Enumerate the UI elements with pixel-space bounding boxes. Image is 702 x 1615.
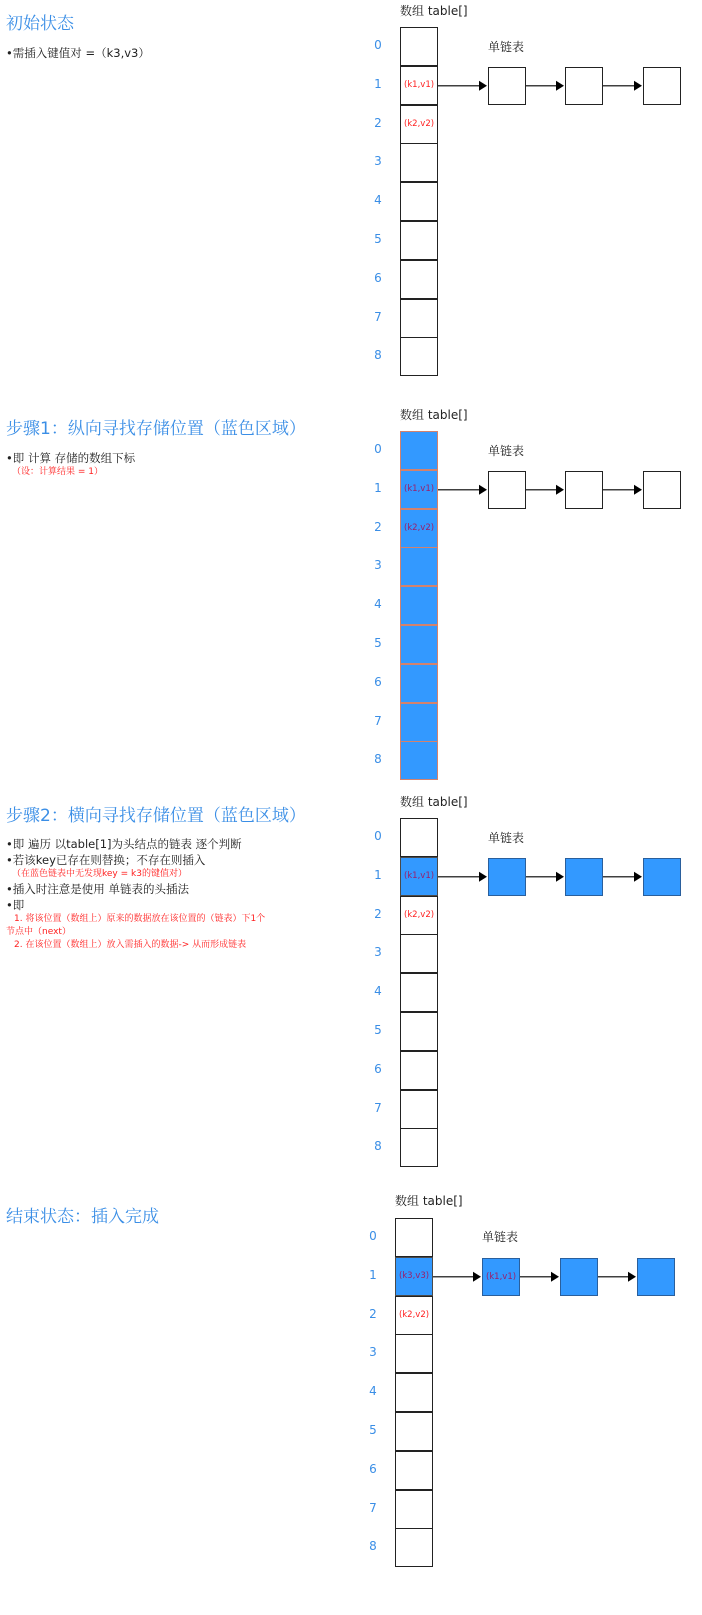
arrow-head-icon: [479, 81, 487, 91]
panel-2: [0, 791, 702, 1191]
index-label: 5: [374, 636, 382, 650]
index-label: 7: [374, 1100, 382, 1115]
bullet-item: • 即 计算 存储的数组下标: [6, 450, 135, 466]
note-text: （在蓝色链表中无发现key = k3的键值对）: [12, 869, 187, 879]
index-label: 2: [369, 1306, 377, 1321]
arrow-head-icon: [628, 1272, 636, 1282]
index-label: 7: [374, 309, 382, 324]
arrow-head-icon: [479, 485, 487, 495]
index-label: 3: [374, 154, 382, 169]
index-label: 8: [369, 1539, 377, 1554]
index-label: 4: [374, 984, 382, 999]
cell-value: (k2,v2): [403, 523, 435, 534]
panel-3: [0, 1190, 702, 1590]
cell-value: (k1,v1): [403, 871, 435, 882]
arrow-head-icon: [551, 1272, 559, 1282]
index-label: 2: [374, 906, 382, 921]
index-label: 5: [374, 1023, 382, 1037]
array-label: 数组 table[]: [395, 1194, 463, 1208]
index-label: 0: [369, 1229, 377, 1243]
panel-title: 结束状态：插入完成: [6, 1207, 159, 1227]
index-label: 0: [374, 38, 382, 52]
arrow-head-icon: [479, 872, 487, 882]
index-label: 4: [369, 1384, 377, 1399]
index-label: 1: [374, 480, 382, 495]
index-label: 7: [374, 713, 382, 728]
index-label: 1: [369, 1267, 377, 1282]
index-label: 8: [374, 752, 382, 767]
pointer-arrows: [0, 404, 702, 804]
arrow-head-icon: [634, 81, 642, 91]
cell-value: (k2,v2): [398, 1310, 430, 1321]
panel-title: 初始状态: [6, 14, 74, 34]
index-label: 0: [374, 442, 382, 456]
index-label: 1: [374, 867, 382, 882]
bullet-item: • 插入时注意是使用 单链表的头插法: [6, 881, 265, 897]
panel-1: [0, 404, 702, 804]
index-label: 2: [374, 519, 382, 534]
index-label: 3: [369, 1345, 377, 1360]
arrow-head-icon: [473, 1272, 481, 1282]
index-label: 8: [374, 348, 382, 363]
node-value: (k1,v1): [485, 1271, 517, 1282]
cell-value: (k1,v1): [403, 484, 435, 495]
arrow-head-icon: [556, 81, 564, 91]
pointer-arrows: [0, 0, 702, 400]
index-label: 3: [374, 558, 382, 573]
linked-list-label: 单链表: [488, 444, 525, 458]
bullet-item: • 即 遍历 以table[1]为头结点的链表 逐个判断: [6, 836, 265, 852]
index-label: 6: [374, 674, 382, 689]
index-label: 4: [374, 597, 382, 612]
linked-list-label: 单链表: [488, 831, 525, 845]
index-label: 6: [369, 1461, 377, 1476]
step-text: 节点中（next）: [6, 927, 71, 937]
index-label: 5: [369, 1423, 377, 1437]
index-label: 6: [374, 1061, 382, 1076]
array-label: 数组 table[]: [400, 795, 468, 809]
index-label: 0: [374, 829, 382, 843]
index-label: 2: [374, 115, 382, 130]
array-label: 数组 table[]: [400, 408, 468, 422]
index-label: 7: [369, 1500, 377, 1515]
pointer-arrows: [0, 1190, 702, 1590]
cell-value: (k2,v2): [403, 910, 435, 921]
index-label: 3: [374, 945, 382, 960]
array-label: 数组 table[]: [400, 4, 468, 18]
index-label: 1: [374, 76, 382, 91]
panel-title: 步骤1：纵向寻找存储位置（蓝色区域）: [6, 419, 306, 439]
arrow-head-icon: [634, 872, 642, 882]
index-label: 5: [374, 232, 382, 246]
index-label: 6: [374, 270, 382, 285]
arrow-head-icon: [556, 872, 564, 882]
step-text: 2. 在该位置（数组上）放入需插入的数据-> 从而形成链表: [14, 940, 247, 950]
arrow-head-icon: [556, 485, 564, 495]
panel-title: 步骤2：横向寻找存储位置（蓝色区域）: [6, 806, 306, 826]
bullet-item: • 需插入键值对 =（k3,v3）: [6, 45, 150, 61]
linked-list-label: 单链表: [488, 40, 525, 54]
cell-value: (k3,v3): [398, 1271, 430, 1282]
bullet-item: • 若该key已存在则替换；不存在则插入: [6, 852, 265, 868]
arrow-head-icon: [634, 485, 642, 495]
panel-0: [0, 0, 702, 400]
index-label: 4: [374, 193, 382, 208]
note-text: （设：计算结果 = 1）: [12, 467, 103, 477]
pointer-arrows: [0, 791, 702, 1191]
step-text: 1. 将该位置（数组上）原来的数据放在该位置的（链表）下1个: [14, 914, 266, 924]
bullet-item: • 即: [6, 897, 265, 913]
linked-list-label: 单链表: [482, 1230, 519, 1244]
index-label: 8: [374, 1139, 382, 1154]
cell-value: (k2,v2): [403, 119, 435, 130]
cell-value: (k1,v1): [403, 80, 435, 91]
